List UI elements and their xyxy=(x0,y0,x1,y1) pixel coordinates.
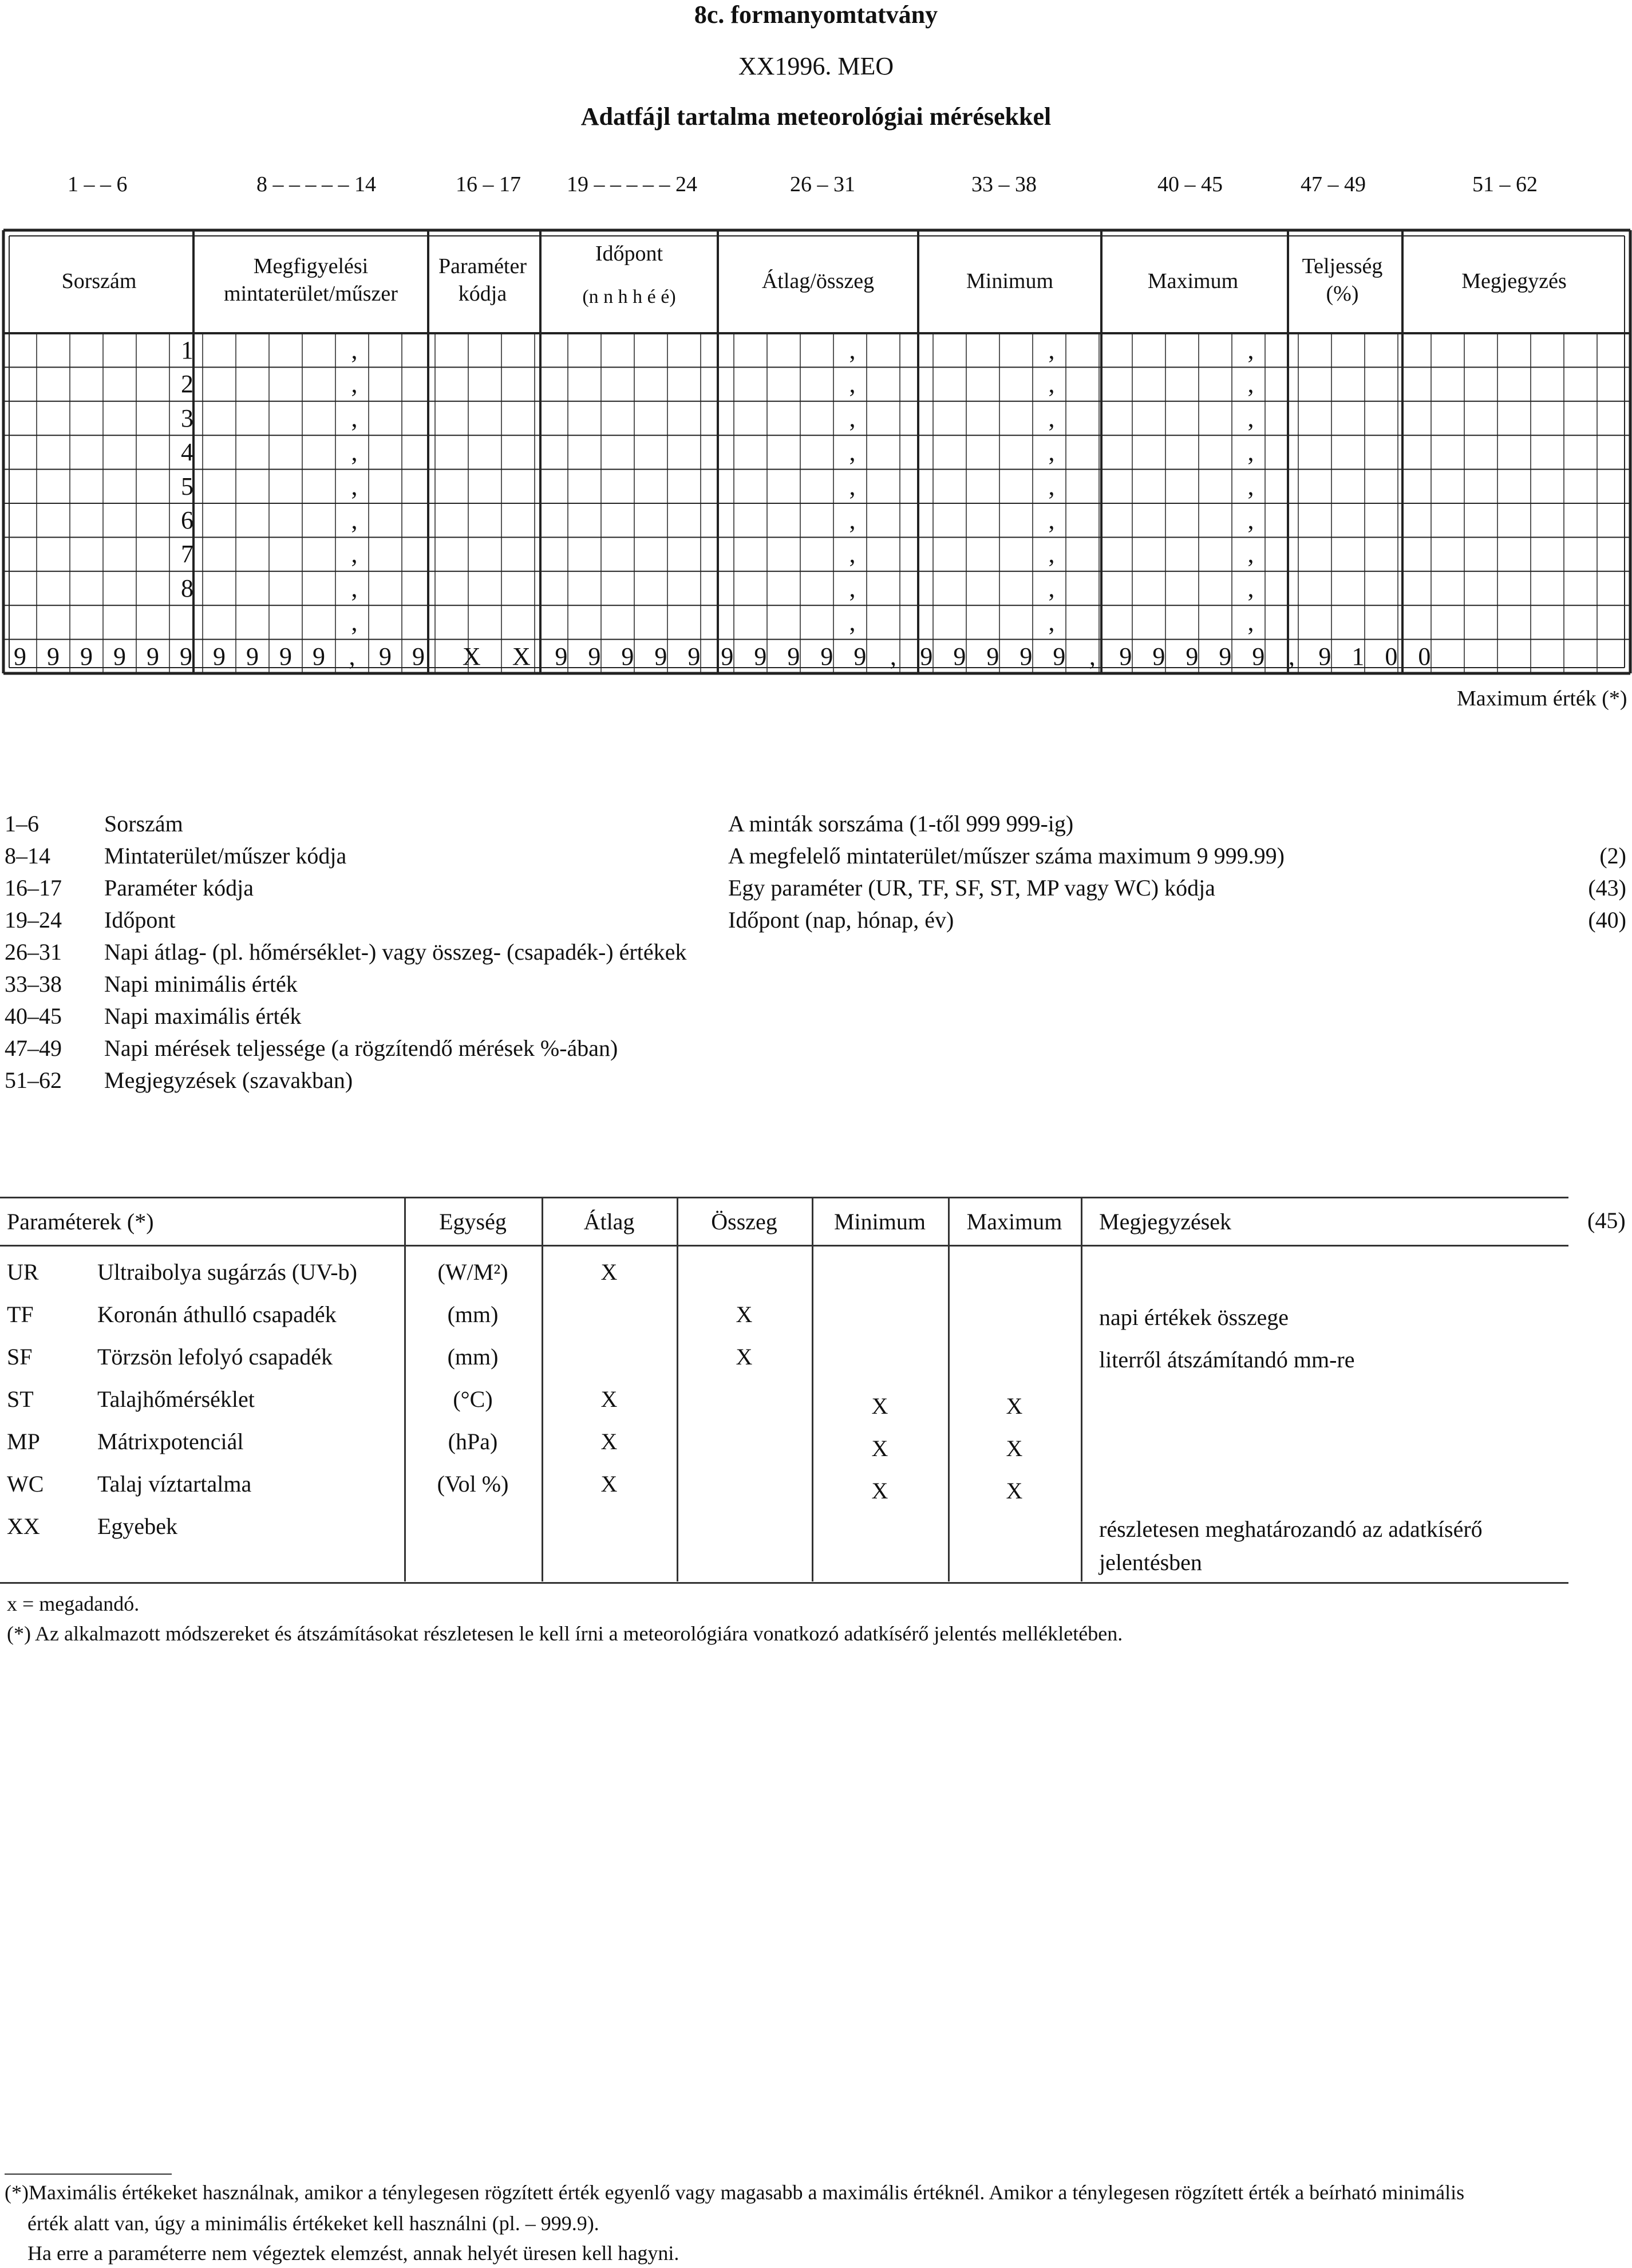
decimal-mark: , xyxy=(1247,370,1254,399)
max-row-char: 9 xyxy=(621,642,634,670)
legend-name: Megjegyzések (szavakban) xyxy=(104,1067,353,1093)
param-code: ST xyxy=(7,1386,34,1412)
max-row-char: 9 xyxy=(80,642,93,670)
decimal-mark: , xyxy=(1247,540,1254,569)
legend-name: Napi mérések teljessége (a rögzítendő mérések %-ában) xyxy=(104,1035,618,1061)
decimal-mark: , xyxy=(1048,506,1055,534)
param-unit: (W/M²) xyxy=(437,1259,508,1285)
param-osszeg: X xyxy=(736,1344,753,1370)
decimal-mark: , xyxy=(351,404,358,432)
legend-range: 19–24 xyxy=(5,907,62,933)
param-note: részletesen meghatározandó az adatkísérő jelentésben xyxy=(1099,1516,1483,1575)
max-row-char: 9 xyxy=(412,642,425,670)
header-parameter-line1: Paraméter xyxy=(438,254,527,278)
param-header: Egység xyxy=(439,1209,507,1234)
decimal-mark: , xyxy=(1247,574,1254,602)
max-row-char: , xyxy=(1089,642,1096,670)
max-row-char: 9 xyxy=(147,642,159,670)
header-idopont xyxy=(540,240,718,309)
max-row-char: 9 xyxy=(1019,642,1033,670)
legend-range: 8–14 xyxy=(5,843,50,869)
param-unit: (hPa) xyxy=(448,1429,498,1454)
param-min: X xyxy=(871,1393,888,1419)
decimal-mark: , xyxy=(849,540,856,569)
param-max: X xyxy=(1006,1478,1023,1504)
decimal-mark: , xyxy=(351,540,358,569)
param-atlag: X xyxy=(600,1386,618,1412)
header-atlag: Átlag/összeg xyxy=(761,269,875,293)
max-row-char: 9 xyxy=(47,642,60,670)
max-row-char: , xyxy=(1288,642,1295,670)
legend-name: Napi maximális érték xyxy=(104,1003,302,1029)
param-code: WC xyxy=(7,1471,44,1497)
decimal-mark: , xyxy=(849,574,856,602)
table-vline xyxy=(812,1198,813,1581)
max-row-char: 9 xyxy=(246,642,259,670)
legend-range: 51–62 xyxy=(5,1067,62,1093)
legend-name: Napi átlag- (pl. hőmérséklet-) vagy összeg- (csapadék-) értékek xyxy=(104,939,687,965)
row-number: 4 xyxy=(181,438,193,467)
max-row-char: 9 xyxy=(721,642,734,670)
param-code: MP xyxy=(7,1429,40,1454)
row-number: 8 xyxy=(181,574,193,602)
decimal-mark: , xyxy=(1247,438,1254,467)
param-unit: (mm) xyxy=(447,1301,499,1327)
decimal-mark: , xyxy=(351,472,358,500)
row-number: 1 xyxy=(181,336,193,364)
max-row-char: 9 xyxy=(1219,642,1232,670)
param-name: Egyebek xyxy=(97,1513,177,1539)
column-range-label: 51 – 62 xyxy=(1472,172,1538,196)
row-number: 7 xyxy=(181,540,193,569)
max-value-note: Maximum érték (*) xyxy=(1457,687,1627,711)
column-range-label: 26 – 31 xyxy=(790,172,855,196)
header-teljesseg-line1: Teljesség xyxy=(1302,254,1383,278)
header-idopont-line1: Időpont xyxy=(595,242,663,266)
param-min: X xyxy=(871,1435,888,1461)
max-row-char: 9 xyxy=(787,642,800,670)
column-range-label: 19 – – – – – 24 xyxy=(567,172,697,196)
max-row-char: 0 xyxy=(1418,642,1431,670)
max-row-char: 9 xyxy=(1053,642,1066,670)
decimal-mark: , xyxy=(1048,540,1055,569)
legend-ref: (43) xyxy=(1588,875,1626,901)
param-max: X xyxy=(1006,1435,1023,1461)
decimal-mark: , xyxy=(849,506,856,534)
max-row-char: 9 xyxy=(920,642,933,670)
legend-range: 1–6 xyxy=(5,811,39,837)
form-title: 8c. formanyomtatvány xyxy=(694,1,938,29)
header-megfigyelesi-line2: mintaterület/műszer xyxy=(224,281,398,306)
decimal-mark: , xyxy=(351,336,358,364)
param-code: XX xyxy=(7,1513,40,1539)
legend-range: 33–38 xyxy=(5,971,62,997)
param-code: SF xyxy=(7,1344,33,1370)
param-header: Minimum xyxy=(833,1209,926,1234)
table-header-rule xyxy=(0,1245,1568,1247)
decimal-mark: , xyxy=(1247,404,1254,432)
column-range-label: 33 – 38 xyxy=(971,172,1037,196)
max-row-char: 9 xyxy=(1252,642,1265,670)
star-note: (*) Az alkalmazott módszereket és átszámításokat részletesen le kell írni a meteorológiára vonatkozó adatkísérő jelentés mellékletében. xyxy=(7,1622,1123,1645)
table-top-rule xyxy=(0,1197,1568,1198)
column-range-label: 1 – – 6 xyxy=(68,172,128,196)
decimal-mark: , xyxy=(1247,472,1254,500)
param-ref: (45) xyxy=(1587,1208,1626,1233)
decimal-mark: , xyxy=(1048,404,1055,432)
max-row-char: 9 xyxy=(986,642,999,670)
max-row-char: 9 xyxy=(953,642,966,670)
row-number: 5 xyxy=(181,472,193,500)
header-teljesseg xyxy=(1288,253,1397,307)
decimal-mark: , xyxy=(1048,608,1055,637)
legend-ref: (40) xyxy=(1588,907,1626,933)
param-atlag: X xyxy=(600,1259,618,1285)
legend-ref: (2) xyxy=(1599,843,1626,869)
decimal-mark: , xyxy=(351,370,358,399)
header-sorszam: Sorszám xyxy=(61,269,137,293)
param-min: X xyxy=(871,1478,888,1504)
max-row-char: 9 xyxy=(654,642,667,670)
max-row-char: 9 xyxy=(1152,642,1165,670)
table-vline xyxy=(948,1198,950,1581)
param-name: Talajhőmérséklet xyxy=(97,1386,255,1412)
column-range-label: 40 – 45 xyxy=(1157,172,1223,196)
header-parameter-line2: kódja xyxy=(458,281,507,306)
max-row-char: 9 xyxy=(588,642,601,670)
param-osszeg: X xyxy=(736,1301,753,1327)
footnote-line2: érték alatt van, úgy a minimális értékeket kell használni (pl. – 999.9). xyxy=(27,2212,599,2235)
param-unit: (°C) xyxy=(453,1386,493,1412)
decimal-mark: , xyxy=(1048,438,1055,467)
param-atlag: X xyxy=(600,1429,618,1454)
table-vline xyxy=(1081,1198,1082,1581)
footnote-line1: (*)Maximális értékeket használnak, amikor a ténylegesen rögzített érték egyenlő vagy magasabb a maximális értéknél. Amikor a ténylegesen rögzített érték a beírható minimális xyxy=(5,2181,1465,2204)
decimal-mark: , xyxy=(849,438,856,467)
decimal-mark: , xyxy=(849,370,856,399)
table-vline xyxy=(677,1198,678,1581)
max-row-char: 9 xyxy=(379,642,392,670)
entry-form-grid xyxy=(0,0,1632,687)
legend-name: Napi minimális érték xyxy=(104,971,298,997)
page-title: Adatfájl tartalma meteorológiai mérésekkel xyxy=(580,102,1052,131)
row-number: 2 xyxy=(181,370,193,399)
max-row-char: 9 xyxy=(1119,642,1132,670)
param-name: Törzsön lefolyó csapadék xyxy=(97,1344,333,1370)
param-header: Megjegyzések xyxy=(1099,1209,1232,1234)
table-bottom-rule xyxy=(0,1582,1568,1584)
max-row-char: 9 xyxy=(754,642,767,670)
decimal-mark: , xyxy=(351,438,358,467)
max-row-char: 9 xyxy=(279,642,292,670)
param-code: UR xyxy=(7,1259,39,1285)
max-row-char: , xyxy=(890,642,896,670)
decimal-mark: , xyxy=(1048,574,1055,602)
max-row-char: 0 xyxy=(1385,642,1398,670)
max-row-char: 9 xyxy=(1186,642,1199,670)
decimal-mark: , xyxy=(351,608,358,637)
legend-name: Sorszám xyxy=(104,811,183,837)
decimal-mark: , xyxy=(351,506,358,534)
decimal-mark: , xyxy=(849,608,856,637)
footnote-line3: Ha erre a paraméterre nem végeztek elemzést, annak helyét üresen kell hagyni. xyxy=(27,2242,679,2265)
legend-range: 26–31 xyxy=(5,939,62,965)
header-parameter xyxy=(428,253,537,307)
param-note: literről átszámítandó mm-re xyxy=(1099,1347,1355,1372)
max-row-char: 9 xyxy=(820,642,833,670)
header-teljesseg-line2: (%) xyxy=(1326,281,1359,306)
footnote-rule xyxy=(5,2174,172,2175)
decimal-mark: , xyxy=(1048,370,1055,399)
legend-name: Paraméter kódja xyxy=(104,875,254,901)
param-header: Összeg xyxy=(711,1209,777,1234)
max-row-char: 9 xyxy=(853,642,867,670)
max-row-char: 9 xyxy=(555,642,568,670)
max-row-char: 9 xyxy=(180,642,192,670)
decimal-mark: , xyxy=(1048,472,1055,500)
param-max: X xyxy=(1006,1393,1023,1419)
param-name: Talaj víztartalma xyxy=(97,1471,252,1497)
param-unit: (Vol %) xyxy=(437,1471,509,1497)
header-minimum: Minimum xyxy=(966,269,1054,293)
column-range-label: 8 – – – – – 14 xyxy=(256,172,376,196)
legend-range: 16–17 xyxy=(5,875,62,901)
decimal-mark: , xyxy=(351,574,358,602)
param-name: Mátrixpotenciál xyxy=(97,1429,244,1454)
max-row-char: 9 xyxy=(213,642,226,670)
max-row-char: 9 xyxy=(113,642,126,670)
legend-range: 47–49 xyxy=(5,1035,62,1061)
param-code: TF xyxy=(7,1301,34,1327)
legend-desc: A minták sorszáma (1-től 999 999-ig) xyxy=(728,811,1074,837)
decimal-mark: , xyxy=(849,336,856,364)
header-idopont-line2: (n n h h é é) xyxy=(582,286,676,307)
legend-name: Mintaterület/műszer kódja xyxy=(104,843,347,869)
param-header: Átlag xyxy=(583,1209,635,1234)
param-atlag: X xyxy=(600,1471,618,1497)
decimal-mark: , xyxy=(1247,336,1254,364)
legend-desc: Egy paraméter (UR, TF, SF, ST, MP vagy WC) kódja xyxy=(728,875,1215,901)
max-row-char: 9 xyxy=(687,642,701,670)
header-megfigyelesi xyxy=(193,253,428,307)
max-row-char: X xyxy=(462,642,481,670)
x-note: x = megadandó. xyxy=(7,1592,140,1615)
row-number: 6 xyxy=(181,506,193,534)
param-name: Koronán áthulló csapadék xyxy=(97,1301,337,1327)
decimal-mark: , xyxy=(1247,506,1254,534)
decimal-mark: , xyxy=(849,472,856,500)
header-maximum: Maximum xyxy=(1147,269,1239,293)
legend-desc: A megfelelő mintaterület/műszer száma maximum 9 999.99) xyxy=(728,843,1285,869)
file-code: XX1996. MEO xyxy=(738,52,894,80)
row-number: 3 xyxy=(181,404,193,432)
param-unit: (mm) xyxy=(447,1344,499,1370)
legend-desc: Időpont (nap, hónap, év) xyxy=(728,907,954,933)
legend-name: Időpont xyxy=(104,907,176,933)
header-megfigyelesi-line1: Megfigyelési xyxy=(253,254,369,278)
max-row-char: 9 xyxy=(1318,642,1331,670)
column-range-label: 16 – 17 xyxy=(456,172,521,196)
decimal-mark: , xyxy=(1048,336,1055,364)
column-range-label: 47 – 49 xyxy=(1301,172,1366,196)
param-header: Maximum xyxy=(966,1209,1062,1234)
max-row-char: , xyxy=(349,642,355,670)
decimal-mark: , xyxy=(849,404,856,432)
header-megjegyzes: Megjegyzés xyxy=(1461,269,1567,293)
max-row-char: 9 xyxy=(14,642,26,670)
legend-range: 40–45 xyxy=(5,1003,62,1029)
param-name: Ultraibolya sugárzás (UV-b) xyxy=(97,1259,357,1285)
decimal-mark: , xyxy=(1247,608,1254,637)
max-row-char: 9 xyxy=(313,642,325,670)
max-row-char: X xyxy=(512,642,531,670)
param-note: napi értékek összege xyxy=(1099,1304,1289,1330)
param-header: Paraméterek (*) xyxy=(7,1209,154,1234)
max-row-char: 1 xyxy=(1352,642,1365,670)
